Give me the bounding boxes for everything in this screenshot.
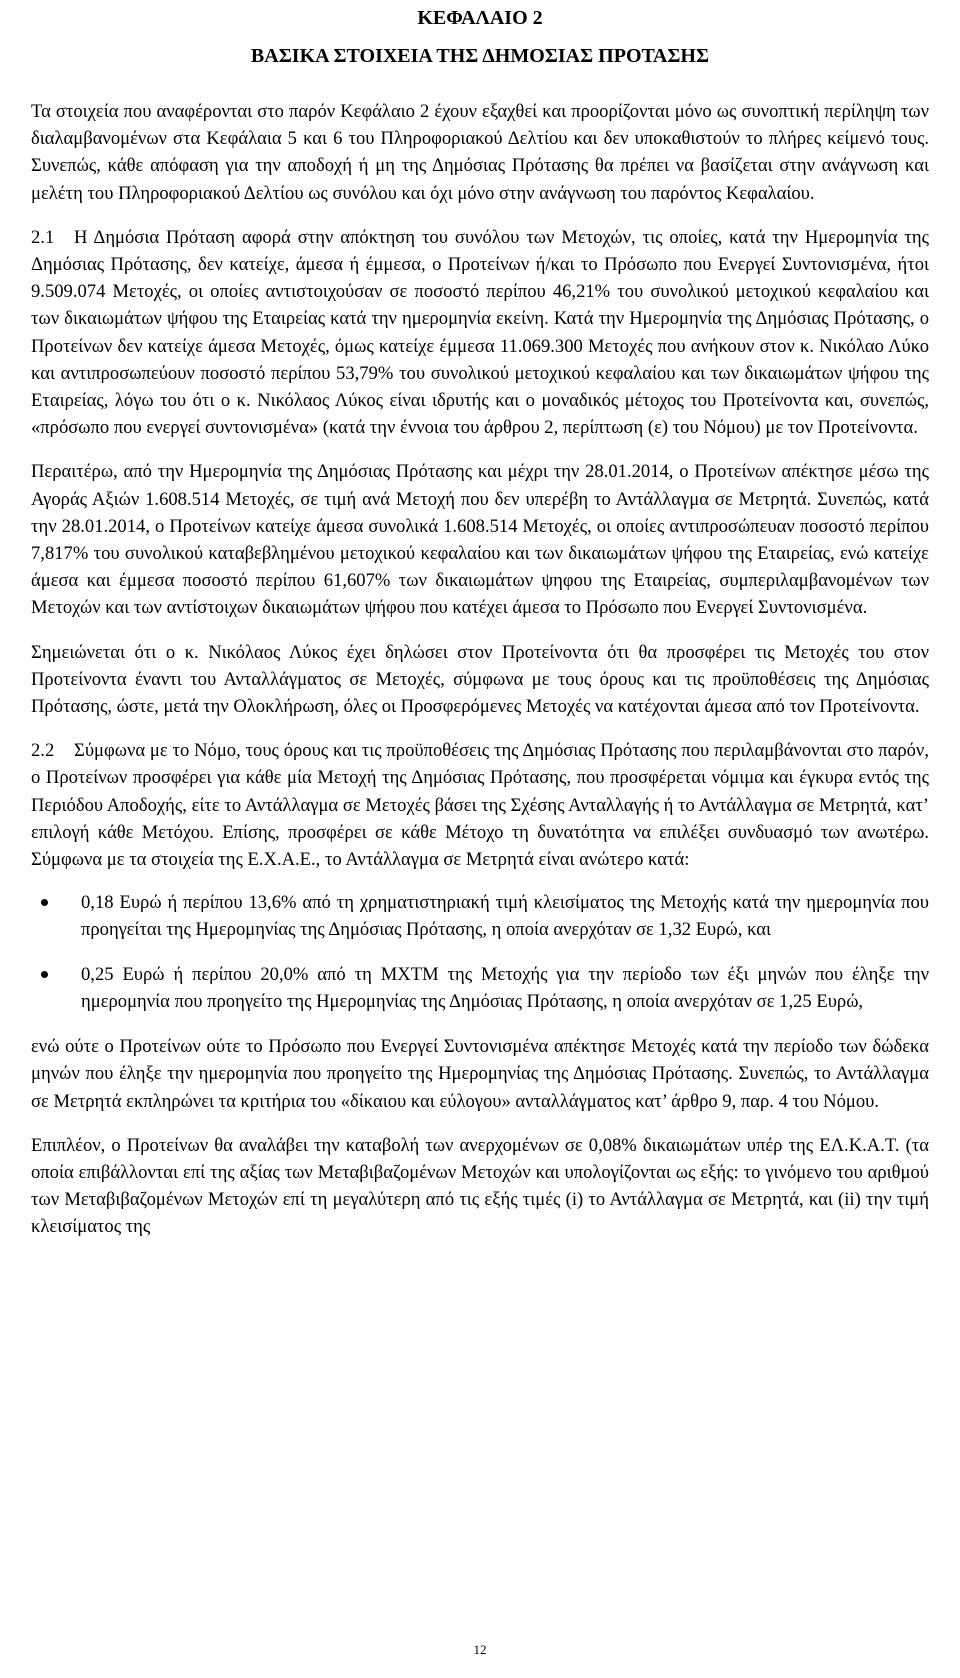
bullet-list [31,889,929,1015]
note-paragraph: Σημειώνεται ότι ο κ. Νικόλαος Λύκος έχει δηλώσει στον Προτείνοντα ότι θα προσφέρει τις Μετοχές του στον Προτείνοντα έναντι του Ανταλλάγματος σε Μετοχές, σύμφωνα με τους όρους και τις προϋποθέσεις της Δημόσιας Πρότασης, ώστε, μετά την Ολοκλήρωση, όλες οι Προσφερόμενες Μετοχές να κατέχονται άμεσα από τον Προτείνοντα. [31,641,929,718]
section-2-1-number: 2.1 [31,226,55,248]
section-2-2-paragraph [31,737,929,873]
after-list-paragraph: ενώ ούτε ο Προτείνων ούτε το Πρόσωπο που Ενεργεί Συντονισμένα απέκτησε Μετοχές κατά την περίοδο των δώδεκα μηνών που έληξε την ημερομηνία που προηγείτο της Ημερομηνίας της Δημόσιας Πρότασης. Συνεπώς, το Αντάλλαγμα σε Μετρητά εκπληρώνει τα κριτήρια του «δίκαιου και εύλογου» ανταλλάγματος κατ’ άρθρο 9, παρ. 4 του Νόμου. [31,1036,929,1112]
bullet-icon [41,971,48,978]
chapter-title: ΚΕΦΑΛΑΙΟ 2 [417,7,543,29]
list-item [31,961,929,1015]
bullet-icon [41,899,48,906]
section-2-2-number: 2.2 [31,740,55,762]
chapter-heading: ΒΑΣΙΚΑ ΣΤΟΙΧΕΙΑ ΤΗΣ ΔΗΜΟΣΙΑΣ ΠΡΟΤΑΣΗΣ [250,45,710,67]
list-item [31,889,929,943]
page-number: 12 [473,1642,487,1657]
section-2-1-paragraph [31,224,929,442]
moreover-paragraph: Επιπλέον, ο Προτείνων θα αναλάβει την καταβολή των ανερχομένων σε 0,08% δικαιωμάτων υπέρ της ΕΛ.Κ.Α.Τ. (τα οποία επιβάλλονται επί της αξίας των Μεταβιβαζομένων Μετοχών και υπολογίζονται ως εξής: το γινόμενο του αριθμού των Μεταβιβαζομένων Μετοχών επί τη μεγαλύτερη από τις εξής τιμές (i) το Αντάλλαγμα σε Μετρητά, και (ii) την τιμή κλεισίματος της [31,1134,929,1238]
section-2-2-text: Σύμφωνα με το Νόμο, τους όρους και τις προϋποθέσεις της Δημόσιας Πρότασης που περιλαμβάνονται στο παρόν, ο Προτείνων προσφέρει για κάθε μία Μετοχή της Δημόσιας Πρότασης, που προσφέρεται νόμιμα και έγκυρα εντός της Περιόδου Αποδοχής, είτε το Αντάλλαγμα σε Μετοχές βάσει της Σχέσης Ανταλλαγής ή το Αντάλλαγμα σε Μετρητά, κατ’ επιλογή κάθε Μετόχου. Επίσης, προσφέρει σε κάθε Μέτοχο τη δυνατότητα να επιλέξει συνδυασμό των ανωτέρω. Σύμφωνα με τα στοιχεία της Ε.Χ.Α.Ε., το Αντάλλαγμα σε Μετρητά είναι ανώτερο κατά: [31,740,929,871]
furthermore-paragraph: Περαιτέρω, από την Ημερομηνία της Δημόσιας Πρότασης και μέχρι την 28.01.2014, ο Προτείνων απέκτησε μέσω της Αγοράς Αξιών 1.608.514 Μετοχές, σε τιμή ανά Μετοχή που δεν υπερέβη το Αντάλλαγμα σε Μετρητά. Συνεπώς, κατά την 28.01.2014, ο Προτείνων κατείχε άμεσα συνολικά 1.608.514 Μετοχές, οι οποίες αντιπροσώπευαν ποσοστό περίπου 7,817% του συνολικού καταβεβλημένου μετοχικού κεφαλαίου και των δικαιωμάτων ψήφου της Εταιρείας, ενώ κατείχε άμεσα και έμμεσα ποσοστό περίπου 61,607% των δικαιωμάτων ψηφου της Εταιρείας, συμπεριλαμβανομένων των Μετοχών και των αντίστοιχων δικαιωμάτων ψήφου που κατέχει άμεσα το Πρόσωπο που Ενεργεί Συντονισμένα. [31,461,929,619]
list-item-text: 0,25 Ευρώ ή περίπου 20,0% από τη ΜΧΤΜ της Μετοχής για την περίοδο των έξι μηνών που έληξε την ημερομηνία που προηγείτο της Ημερομηνίας της Δημόσιας Πρότασης, η οποία ανερχόταν σε 1,25 Ευρώ, [81,963,929,1012]
section-2-1-text: Η Δημόσια Πρόταση αφορά στην απόκτηση του συνόλου των Μετοχών, τις οποίες, κατά την Ημερομηνία της Δημόσιας Πρότασης, δεν κατείχε, άμεσα ή έμμεσα, ο Προτείνων ή/και το Πρόσωπο που Ενεργεί Συντονισμένα, ήτοι 9.509.074 Μετοχές, οι οποίες αντιστοιχούσαν σε ποσοστό περίπου 46,21% του συνολικού μετοχικού κεφαλαίου και των δικαιωμάτων ψήφου της Εταιρείας κατά την ημερομηνία εκείνη. Κατά την Ημερομηνία της Δημόσιας Πρότασης, ο Προτείνων δεν κατείχε άμεσα Μετοχές, όμως κατείχε έμμεσα 11.069.300 Μετοχές που ανήκουν στον κ. Νικόλαο Λύκο και αντιπροσωπεύουν ποσοστό περίπου 53,79% του συνολικού μετοχικού κεφαλαίου και των δικαιωμάτων ψήφου της Εταιρείας, λόγω του ότι ο κ. Νικόλαος Λύκος είναι ιδρυτής και ο μοναδικός μέτοχος του Προτείνοντα και, συνεπώς, «πρόσωπο που ενεργεί συντονισμένα» (κατά την έννοια του άρθρου 2, περίπτωση (ε) του Νόμου) με τον Προτείνοντα. [31,226,929,439]
intro-paragraph: Τα στοιχεία που αναφέρονται στο παρόν Κεφάλαιο 2 έχουν εξαχθεί και προορίζονται μόνο ως συνοπτική περίληψη των διαλαμβανομένων στα Κεφάλαια 5 και 6 του Πληροφοριακού Δελτίου και δεν υποκαθιστούν το πλήρες κείμενό τους. Συνεπώς, κάθε απόφαση για την αποδοχή ή μη της Δημόσιας Πρότασης θα πρέπει να βασίζεται στην ανάγνωση και μελέτη του Πληροφοριακού Δελτίου ως συνόλου και όχι μόνο στην ανάγνωση του παρόντος Κεφαλαίου. [31,101,929,204]
list-item-text: 0,18 Ευρώ ή περίπου 13,6% από τη χρηματιστηριακή τιμή κλεισίματος της Μετοχής κατά την ημερομηνία που προηγείται της Ημερομηνίας της Δημόσιας Πρότασης, η οποία ανερχόταν σε 1,32 Ευρώ, και [81,892,929,941]
document-page [31,0,929,1241]
